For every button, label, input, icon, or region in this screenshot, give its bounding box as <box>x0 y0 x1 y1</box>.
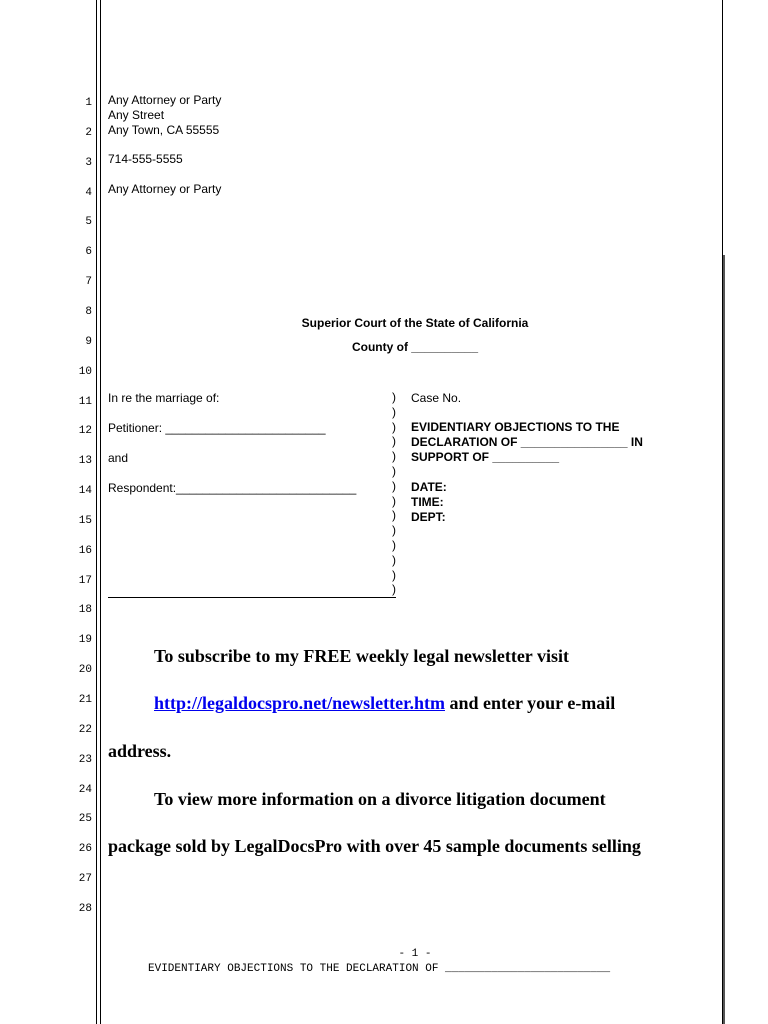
document-title-line3: SUPPORT OF __________ <box>411 450 560 464</box>
attorney-name: Any Attorney or Party <box>108 93 222 107</box>
caption-paren: ) <box>392 538 396 552</box>
newsletter-link[interactable]: http://legaldocspro.net/newsletter.htm <box>154 693 445 713</box>
document-title-line2: DECLARATION OF ________________ IN <box>411 435 643 449</box>
line-number: 8 <box>85 305 92 318</box>
hearing-date-label: DATE: <box>411 480 447 494</box>
line-number: 3 <box>85 156 92 169</box>
caption-and: and <box>108 451 129 465</box>
line-number: 16 <box>78 544 92 557</box>
caption-paren: ) <box>392 523 396 538</box>
caption-in-re: In re the marriage of: <box>108 391 220 405</box>
line-number: 5 <box>85 216 92 229</box>
line-number: 22 <box>78 723 92 736</box>
body-paragraph1-line2 <box>154 693 615 713</box>
line-number: 11 <box>78 395 92 408</box>
caption-paren: ) <box>392 552 396 567</box>
line-number: 4 <box>85 186 92 199</box>
hearing-dept-label: DEPT: <box>411 510 446 524</box>
right-margin-shadow <box>723 255 725 1024</box>
case-number-label: Case No. <box>411 391 462 405</box>
footer-document-title: EVIDENTIARY OBJECTIONS TO THE DECLARATION OF _________________________ <box>148 963 611 975</box>
caption-paren: ) <box>392 404 396 419</box>
line-number: 27 <box>78 873 92 886</box>
caption-paren: ) <box>392 508 396 523</box>
caption-paren: ) <box>392 419 396 434</box>
caption-bottom-rule <box>108 597 396 598</box>
line-number: 19 <box>78 634 92 647</box>
left-margin-rule-inner <box>100 0 101 1024</box>
caption-paren: ) <box>392 449 396 464</box>
line-number: 23 <box>78 753 92 766</box>
line-number: 7 <box>85 276 92 289</box>
line-number: 6 <box>85 246 92 259</box>
body-paragraph1-line1: To subscribe to my FREE weekly legal newsletter visit <box>154 646 569 666</box>
caption-paren: ) <box>392 582 396 597</box>
attorney-city: Any Town, CA 55555 <box>108 123 220 137</box>
line-number: 2 <box>85 126 92 139</box>
line-number: 25 <box>78 813 92 826</box>
line-number: 21 <box>78 694 92 706</box>
footer-page-number: - 1 - <box>398 948 432 960</box>
line-number: 9 <box>85 335 92 348</box>
line-number: 12 <box>78 425 92 438</box>
caption-paren: ) <box>392 493 396 508</box>
line-number: 18 <box>78 604 92 617</box>
line-number: 17 <box>78 574 92 587</box>
attorney-street: Any Street <box>108 108 165 122</box>
line-number: 14 <box>78 485 92 498</box>
court-name: Superior Court of the State of California <box>301 316 529 330</box>
caption-paren: ) <box>392 464 396 478</box>
line-number: 15 <box>78 514 92 527</box>
line-number: 28 <box>78 902 92 915</box>
caption-petitioner: Petitioner: ________________________ <box>108 421 326 435</box>
body-paragraph2-line1: To view more information on a divorce litigation document <box>154 789 606 809</box>
left-margin-rule <box>96 0 97 1024</box>
line-number: 13 <box>78 455 92 468</box>
line-number: 10 <box>78 365 92 378</box>
caption-paren: ) <box>392 434 396 449</box>
line-number: 26 <box>78 843 92 856</box>
line-number: 20 <box>78 664 92 677</box>
attorney-phone: 714-555-5555 <box>108 152 183 166</box>
line-number: 1 <box>85 97 92 109</box>
hearing-time-label: TIME: <box>411 495 444 509</box>
caption-paren: ) <box>392 567 396 582</box>
line-number: 24 <box>78 783 92 796</box>
caption-paren: ) <box>392 478 396 493</box>
body-paragraph1-line3: address. <box>108 741 172 761</box>
body-paragraph1-line2-rest: and enter your e-mail <box>444 693 616 713</box>
caption-respondent: Respondent:___________________________ <box>108 481 357 495</box>
body-paragraph2-line2: package sold by LegalDocsPro with over 45 sample documents selling <box>108 836 641 856</box>
court-county: County of __________ <box>351 340 479 354</box>
caption-paren: ) <box>392 390 396 404</box>
attorney-for: Any Attorney or Party <box>108 182 222 196</box>
document-title-line1: EVIDENTIARY OBJECTIONS TO THE <box>411 420 620 434</box>
